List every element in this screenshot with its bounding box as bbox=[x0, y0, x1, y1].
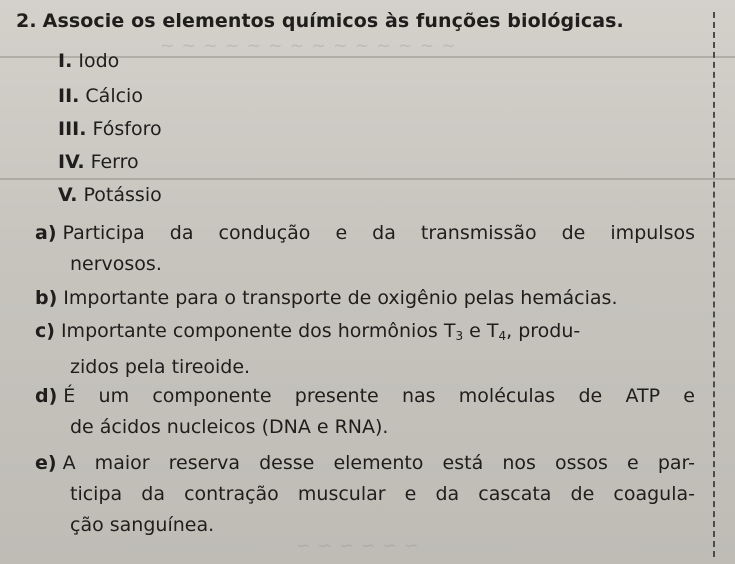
option-text: e T bbox=[463, 320, 499, 342]
option-text: zidos pela tireoide. bbox=[70, 356, 251, 378]
option-c bbox=[35, 316, 695, 383]
element-name: Ferro bbox=[90, 151, 139, 173]
element-item bbox=[58, 184, 162, 206]
option-text: de ácidos nucleicos (DNA e RNA). bbox=[70, 416, 389, 438]
element-name: Cálcio bbox=[85, 85, 143, 107]
element-item bbox=[58, 118, 162, 140]
element-numeral: IV. bbox=[58, 151, 85, 173]
bleed-through-text: ~ ~ ~ ~ ~ ~ bbox=[295, 536, 419, 556]
question-text: Associe os elementos químicos às funções biológicas. bbox=[42, 10, 624, 32]
element-name: Fósforo bbox=[92, 118, 162, 140]
option-letter: d) bbox=[35, 385, 58, 407]
bleed-through-text: ~ ~ ~ ~ ~ ~ ~ ~ ~ ~ ~ ~ ~ ~ bbox=[160, 36, 457, 56]
option-letter: e) bbox=[35, 452, 57, 474]
option-text: É um componente presente nas moléculas de ATP e bbox=[63, 385, 695, 407]
element-numeral: V. bbox=[58, 184, 78, 206]
element-name: Potássio bbox=[83, 184, 162, 206]
element-item bbox=[58, 50, 119, 72]
option-letter: b) bbox=[35, 287, 58, 309]
option-text: Participa da condução e da transmissão de impulsos bbox=[62, 222, 695, 244]
option-a bbox=[35, 218, 695, 280]
option-b bbox=[35, 283, 695, 314]
option-text: A maior reserva desse elemento está nos ossos e par- bbox=[62, 452, 695, 474]
subscript: 3 bbox=[455, 329, 464, 343]
option-letter: a) bbox=[35, 222, 57, 244]
element-numeral: III. bbox=[58, 118, 87, 140]
element-numeral: II. bbox=[58, 85, 80, 107]
option-d bbox=[35, 381, 695, 443]
element-item bbox=[58, 151, 139, 173]
option-text: , produ- bbox=[506, 320, 581, 342]
option-text: nervosos. bbox=[70, 253, 162, 275]
option-text: Importante para o transporte de oxigênio pelas hemácias. bbox=[63, 287, 618, 309]
option-e bbox=[35, 448, 695, 541]
option-letter: c) bbox=[35, 320, 55, 342]
subscript: 4 bbox=[498, 329, 507, 343]
option-text: Importante componente dos hormônios T bbox=[60, 320, 456, 342]
page-fold-line bbox=[0, 178, 735, 180]
question-number: 2. bbox=[16, 10, 37, 32]
option-text: ção sanguínea. bbox=[70, 514, 215, 536]
element-item bbox=[58, 85, 143, 107]
element-numeral: I. bbox=[58, 50, 73, 72]
question-title bbox=[16, 10, 624, 32]
element-name: Iodo bbox=[78, 50, 120, 72]
option-text: ticipa da contração muscular e da cascata de coagula- bbox=[70, 483, 695, 505]
dashed-margin-line bbox=[713, 12, 715, 557]
